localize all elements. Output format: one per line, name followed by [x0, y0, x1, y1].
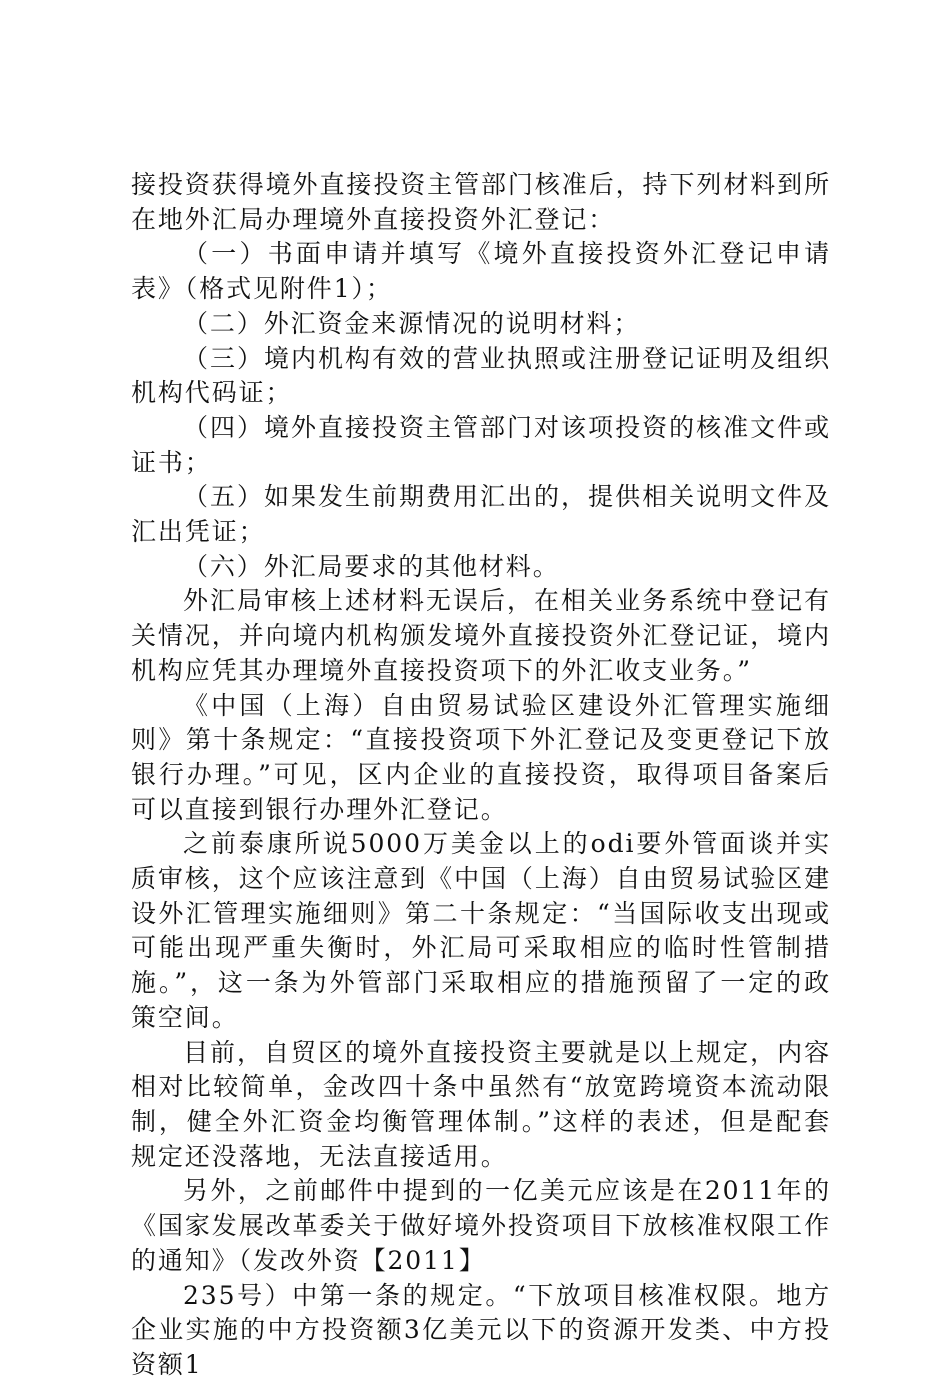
paragraph-continuation: 接投资获得境外直接投资主管部门核准后，持下列材料到所在地外汇局办理境外直接投资外汇登记：: [131, 170, 831, 234]
paragraph-item-5: （五）如果发生前期费用汇出的，提供相关说明文件及汇出凭证；: [131, 482, 831, 547]
paragraph-item-1: （一）书面申请并填写《境外直接投资外汇登记申请表》（格式见附件1）；: [131, 239, 831, 304]
paragraph-article-20: 之前泰康所说5000万美金以上的odi要外管面谈并实质审核，这个应该注意到《中国（上海）自由贸易试验区建设外汇管理实施细则》第二十条规定：“当国际收支出现或可能出现严重失衡时，外汇局可采取相应的临时性管制措施。”，这一条为外管部门采取相应的措施预留了一定的政策空间。: [131, 829, 831, 1032]
paragraph-notice-2011: 另外，之前邮件中提到的一亿美元应该是在2011年的《国家发展改革委关于做好境外投资项目下放核准权限工作的通知》（发改外资【2011】: [131, 1176, 831, 1275]
paragraph-current-rules: 目前，自贸区的境外直接投资主要就是以上规定，内容相对比较简单，金改四十条中虽然有“放宽跨境资本流动限制，健全外汇资金均衡管理体制。”这样的表述，但是配套规定还没落地，无法直接适用。: [131, 1037, 831, 1171]
document-body: [131, 168, 831, 1383]
paragraph-item-2: （二）外汇资金来源情况的说明材料；: [183, 308, 641, 338]
paragraph-item-3: （三）境内机构有效的营业执照或注册登记证明及组织机构代码证；: [131, 343, 831, 408]
paragraph-review: 外汇局审核上述材料无误后，在相关业务系统中登记有关情况，并向境内机构颁发境外直接投资外汇登记证，境内机构应凭其办理境外直接投资项下的外汇收支业务。”: [131, 586, 831, 685]
paragraph-item-4: （四）境外直接投资主管部门对该项投资的核准文件或证书；: [131, 412, 831, 477]
paragraph-article-1: 235号）中第一条的规定。“下放项目核准权限。地方企业实施的中方投资额3亿美元以下的资源开发类、中方投资额1: [131, 1280, 831, 1379]
paragraph-article-10: 《中国（上海）自由贸易试验区建设外汇管理实施细则》第十条规定：“直接投资项下外汇登记及变更登记下放银行办理。”可见，区内企业的直接投资，取得项目备案后可以直接到银行办理外汇登记。: [131, 690, 831, 824]
paragraph-item-6: （六）外汇局要求的其他材料。: [183, 551, 560, 581]
